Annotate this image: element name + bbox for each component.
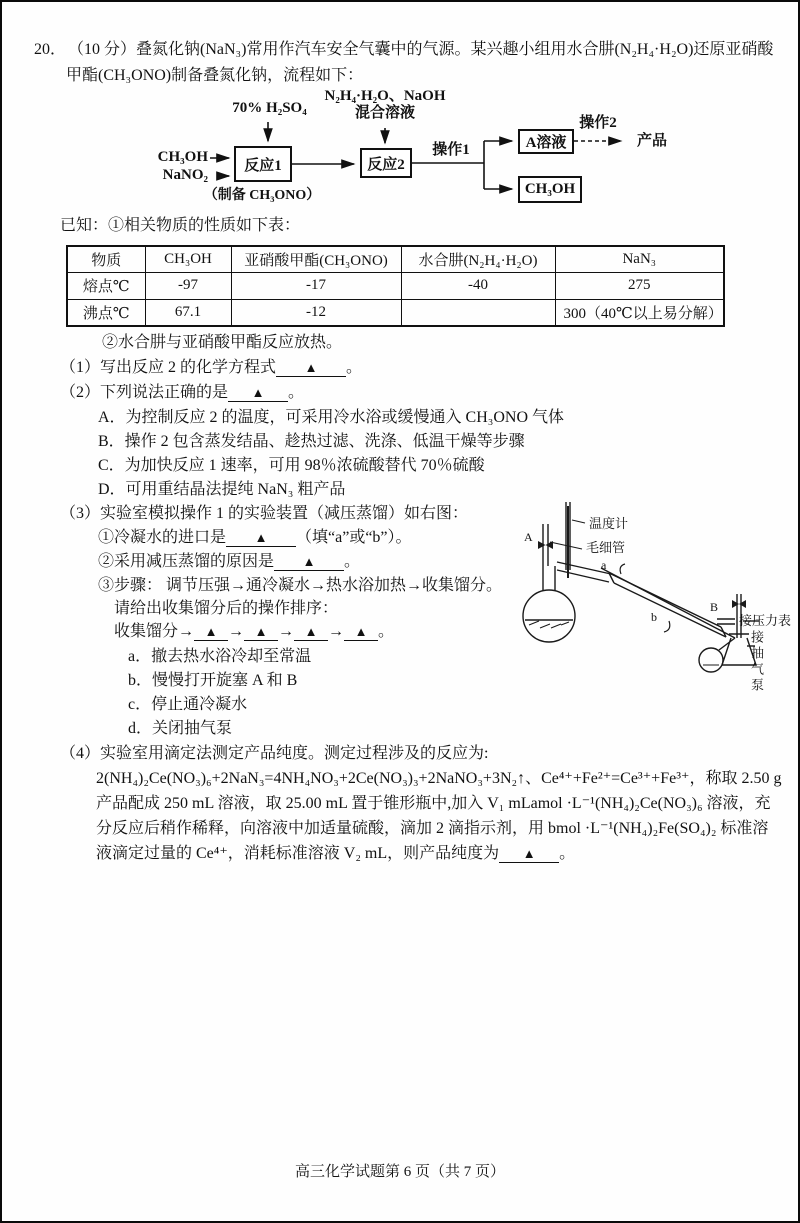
cell-boiling-label: 沸点℃	[67, 299, 145, 326]
table-row-melting	[67, 272, 724, 299]
q3-item2	[98, 552, 360, 572]
apparatus-label-a: A	[524, 530, 533, 544]
question-number: 20．	[34, 41, 67, 58]
pump-label: 接抽气泵	[749, 630, 764, 694]
period: 。	[288, 384, 305, 401]
option-b: B．操作 2 包含蒸发结晶、趁热过滤、洗涤、低温干燥等步骤	[98, 433, 525, 450]
answer-blank: ▲	[294, 624, 328, 641]
process-flowchart	[132, 88, 702, 220]
capillary-tube	[538, 524, 553, 566]
q3-item1-text: ①冷凝水的进口是	[98, 529, 227, 546]
reaction1-note: （制备 CH₃ONO）	[203, 188, 321, 203]
answer-blank: ▲	[228, 385, 288, 402]
cell: 300（40℃以上易分解）	[555, 299, 724, 326]
known-note2: ②水合肼与亚硝酸甲酯反应放热。	[102, 334, 343, 351]
subquestion-3-head: （3）实验室模拟操作 1 的实验装置（减压蒸馏）如右图：	[60, 505, 469, 522]
q4-equation-line3: 分反应后稍作稀释，向溶液中加适量硫酸，滴加 2 滴指示剂，用 bmol ·L⁻¹(NH₄)₂Fe(SO₄)₂ 标准溶	[96, 820, 769, 837]
arrow: →	[328, 623, 345, 640]
subquestion-4-head: （4）实验室用滴定法测定产品纯度。测定过程涉及的反应为:	[60, 745, 489, 762]
answer-blank: ▲	[499, 846, 559, 863]
seq-prefix: 收集馏分→	[114, 623, 195, 640]
distillation-flask	[523, 590, 575, 642]
cell: -40	[401, 272, 555, 299]
port-a-label: a	[601, 558, 607, 572]
header-methanol: CH₃OH	[145, 246, 231, 272]
period: 。	[344, 553, 361, 570]
step-a: a．撤去热水浴冷却至常温	[128, 648, 312, 665]
q3-sequence-line	[114, 622, 394, 642]
port-b-label: b	[651, 610, 657, 624]
table-header-row	[67, 246, 724, 272]
reaction1-box: 反应1	[234, 146, 292, 182]
operation2-label: 操作2	[579, 115, 617, 131]
arrow: →	[278, 623, 295, 640]
page-footer: 高三化学试题第 6 页（共 7 页）	[294, 1164, 505, 1180]
cell: -17	[231, 272, 401, 299]
step-b: b．慢慢打开旋塞 A 和 B	[128, 672, 298, 689]
answer-blank: ▲	[194, 624, 228, 641]
product-label: 产品	[636, 133, 667, 149]
capillary-label: 毛细管	[586, 540, 626, 555]
cell: 275	[555, 272, 724, 299]
q3-item3: ③步骤： 调节压强→通冷凝水→热水浴加热→收集馏分。	[98, 577, 503, 594]
feed-sodium-nitrite: NaNO₂	[162, 167, 208, 183]
option-c: C．为加快反应 1 速率，可用 98％浓硫酸替代 70％硫酸	[98, 457, 485, 474]
cell: -12	[231, 299, 401, 326]
header-hydrazine: 水合肼(N₂H₄·H₂O)	[401, 246, 555, 272]
known-intro: 已知：①相关物质的性质如下表：	[60, 217, 301, 234]
subquestion-2	[60, 383, 304, 403]
subquestion-1	[60, 358, 362, 378]
header-methyl-nitrite: 亚硝酸甲酯(CH₃ONO)	[231, 246, 401, 272]
methanol-out-box: CH₃OH	[518, 176, 582, 203]
reagent-mix-line1: N₂H₄·H₂O、NaOH	[324, 88, 446, 104]
feed-methanol: CH₃OH	[157, 149, 208, 165]
q1-text: （1）写出反应 2 的化学方程式	[60, 359, 277, 376]
period: 。	[346, 359, 363, 376]
q3-item1-suffix: （填“a”或“b”）。	[296, 529, 412, 546]
option-d: D．可用重结晶法提纯 NaN₃ 粗产品	[98, 481, 346, 498]
question-intro-line1	[34, 40, 773, 60]
answer-blank: ▲	[276, 360, 346, 377]
answer-blank: ▲	[274, 554, 344, 571]
apparatus-label-b: B	[710, 600, 719, 614]
q4-equation-line2: 产品配成 250 mL 溶液，取 25.00 mL 置于锥形瓶中,加入 V₁ mLamol ·L⁻¹(NH₄)₂Ce(NO₃)₆ 溶液，充	[96, 795, 771, 812]
period: 。	[378, 623, 395, 640]
header-sodium-azide: NaN₃	[555, 246, 724, 272]
reagent-mix-line2: 混合溶液	[354, 105, 415, 121]
cell: 67.1	[145, 299, 231, 326]
question-intro-line2: 甲酯(CH₃ONO)制备叠氮化钠，流程如下：	[66, 67, 364, 84]
cell-melting-label: 熔点℃	[67, 272, 145, 299]
thermometer-label: 温度计	[589, 516, 629, 531]
cell: -97	[145, 272, 231, 299]
operation1-label: 操作1	[432, 142, 470, 158]
reaction2-box: 反应2	[360, 148, 412, 178]
q2-text: （2）下列说法正确的是	[60, 384, 229, 401]
reagent-acid: 70% H₂SO₄	[232, 100, 307, 116]
step-c: c．停止通冷凝水	[128, 696, 248, 713]
answer-blank: ▲	[344, 624, 378, 641]
arrow: →	[228, 623, 245, 640]
step-d: d．关闭抽气泵	[128, 720, 233, 737]
period: 。	[559, 845, 576, 862]
option-a: A．为控制反应 2 的温度，可采用冷水浴或缓慢通入 CH₃ONO 气体	[98, 409, 565, 426]
q4-equation-line4	[96, 844, 575, 864]
answer-blank: ▲	[244, 624, 278, 641]
header-substance: 物质	[67, 246, 145, 272]
cell	[401, 299, 555, 326]
q4-equation-line1: 2(NH₄)₂Ce(NO₃)₆+2NaN₃=4NH₄NO₃+2Ce(NO₃)₃+2NaNO₃+3N₂↑、Ce⁴⁺+Fe²⁺=Ce³⁺+Fe³⁺，称取 2.50 g	[96, 770, 782, 787]
thermometer	[566, 502, 570, 578]
solution-a-box: A溶液	[518, 129, 574, 154]
q3-order-prompt: 请给出收集馏分后的操作排序：	[114, 600, 339, 617]
table-row-boiling	[67, 299, 724, 326]
properties-table	[66, 245, 725, 327]
question-text: （10 分）叠氮化钠(NaN₃)常用作汽车安全气囊中的气源。某兴趣小组用水合肼(N₂H₄·H₂O)还原亚硝酸	[76, 41, 774, 58]
q3-item2-text: ②采用减压蒸馏的原因是	[98, 553, 275, 570]
q4-text: 液滴定过量的 Ce⁴⁺，消耗标准溶液 V₂ mL，则产品纯度为	[96, 845, 500, 862]
answer-blank: ▲	[226, 530, 296, 547]
pressure-gauge-label: 接压力表	[739, 613, 792, 628]
q3-item1	[98, 528, 412, 548]
